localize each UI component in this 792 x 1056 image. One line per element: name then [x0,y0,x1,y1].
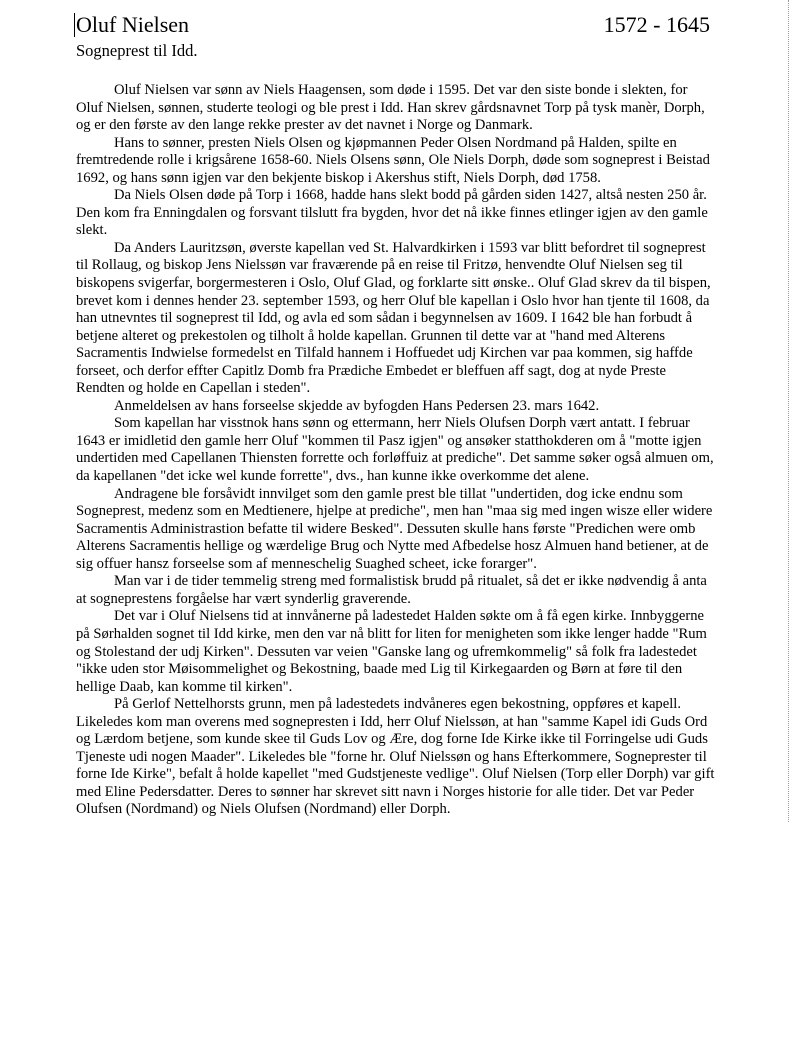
paragraph: Anmeldelsen av hans forseelse skjedde av byfogden Hans Pedersen 23. mars 1642. [114,397,600,414]
text-cursor [74,13,75,37]
paragraph: Som kapellan har visstnok hans sønn og ettermann, herr Niels Olufsen Dorph vært antatt. I februar 1643 er imidletid den gamle herr Oluf "kommen til Pasz igjen" og ansøker statthokderen om å "motte igjen undertiden med Capellanen Thiensten forrette och forløffuiz at prediche". Det samme søker også almuen om, da kapellanen "det icke wel kunde forrette", dvs., han kunne ikke overkomme det alene. [76,415,714,485]
body-text [76,82,716,819]
paragraph: Hans to sønner, presten Niels Olsen og kjøpmannen Peder Olsen Nordmand på Halden, spilte en fremtredende rolle i krigsårene 1658-60. Niels Olsens sønn, Ole Niels Dorph, døde som sogneprest i Beistad 1692, og hans sønn igjen var den bekjente biskop i Akershus stift, Niels Dorph, død 1758. [76,134,710,186]
title-row [76,11,712,39]
paragraph: Man var i de tider temmelig streng med formalistisk brudd på ritualet, så det er ikke nødvendig å anta at sogneprestens forgåelse har vært synderlig graverende. [76,573,707,607]
paragraph: Da Niels Olsen døde på Torp i 1668, hadde hans slekt bodd på gården siden 1427, altså nesten 250 år. Den kom fra Enningdalen og forsvant tilslutt fra bygden, hvor det nå ikke finnes etlinger igjen av den gamle slekt. [76,187,708,239]
paragraph: Oluf Nielsen var sønn av Niels Haagensen, som døde i 1595. Det var den siste bonde i slekten, for Oluf Nielsen, sønnen, studerte teologi og ble prest i Idd. Han skrev gårdsnavnet Torp på tysk manèr, Dorph, og er den første av den lange rekke prester av det navnet i Norge og Danmark. [76,82,705,134]
paragraph: På Gerlof Nettelhorsts grunn, men på ladestedets indvåneres egen bekostning, oppføres et kapell. Likeledes kom man overens med sognepresten i Idd, herr Oluf Nielssøn, at han "samme Kapel idi Guds Ord og Lærdom betjene, som kunde skee til Guds Lov og Ære, dog forne Ide Kirke ikke til Forringelse udi Guds Tjeneste udi nogen Maader". Likeledes ble "forne hr. Oluf Nielssøn og hans Efterkommere, Sogneprester til forne Ide Kirke", befalt å holde kapellet "med Gudstjeneste vedlige". Oluf Nielsen (Torp eller Dorph) var gift med Eline Pedersdatter. Deres to sønner har skrevet sitt navn i Norges historie for alle tider. Det var Peder Olufsen (Nordmand) og Niels Olufsen (Nordmand) eller Dorph. [76,696,715,818]
margin-marker [788,0,792,822]
paragraph: Det var i Oluf Nielsens tid at innvånerne på ladestedet Halden søkte om å få egen kirke. Innbyggerne på Sørhalden sognet til Idd kirke, men den var nå blitt for liten for menigheten som ikke lenger hadde "Rum og Stolestand der udj Kirken". Dessuten var veien "Ganske lang og ufremkommelig" så folk fra ladestedet "ikke uden stor Møisommelighet og Bekostning, baade med Lig til Kirkegaarden og Børn at føre til den hellige Daab, kan komme til kirken". [76,608,707,695]
title-years: 1572 - 1645 [603,12,710,37]
page-subtitle: Sogneprest til Idd. [76,41,198,60]
page-title: Oluf Nielsen [76,12,190,37]
paragraph: Andragene ble forsåvidt innvilget som den gamle prest ble tillat "undertiden, dog icke endnu som Sogneprest, medenz som en Medtienere, hjelpe at prediche", men han "maa sig med ingen wisze eller widere Sacramentis Administrastion befatte til widere Besked". Dessuten skulle hans første "Predichen were omb Alterens Sacramentis hellige og wærdelige Brug och Nytte med Afbedelse hosz Almuen hand betiener, at de sig offuer hansz forseelse som af menneschelig Suaghed scheet, icke forarger". [76,485,713,572]
paragraph: Da Anders Lauritzsøn, øverste kapellan ved St. Halvardkirken i 1593 var blitt befordret til sogneprest til Rollaug, og biskop Jens Nielssøn var fraværende på en reise til Fritzø, henvendte Oluf Nielsen seg til biskopens svigerfar, borgermesteren i Oslo, Oluf Glad, og forklarte sitt ønske.. Oluf Glad skrev da til bispen, brevet kom i dennes hender 23. september 1593, og herr Oluf ble kapellan i Oslo hvor han tjente til 1608, da han utnevntes til sogneprest til Idd, og avla ed som sådan i begynnelsen av 1609. I 1642 ble han forbudt å betjene alteret og prekestolen og tilholt å holde kapellan. Grunnen til dette var at "hand med Alterens Sacramentis Indwielse formedelst en Tilfald hannem i Hoffuedet udj Kirchen var paa kommen, sig haffde forseet, och derfor effter Capitlz Domb fra Prædiche Embedet er bleffuen aff sagt, dog at nyde Preste Rendten og holde en Capellan i steden". [76,239,711,397]
